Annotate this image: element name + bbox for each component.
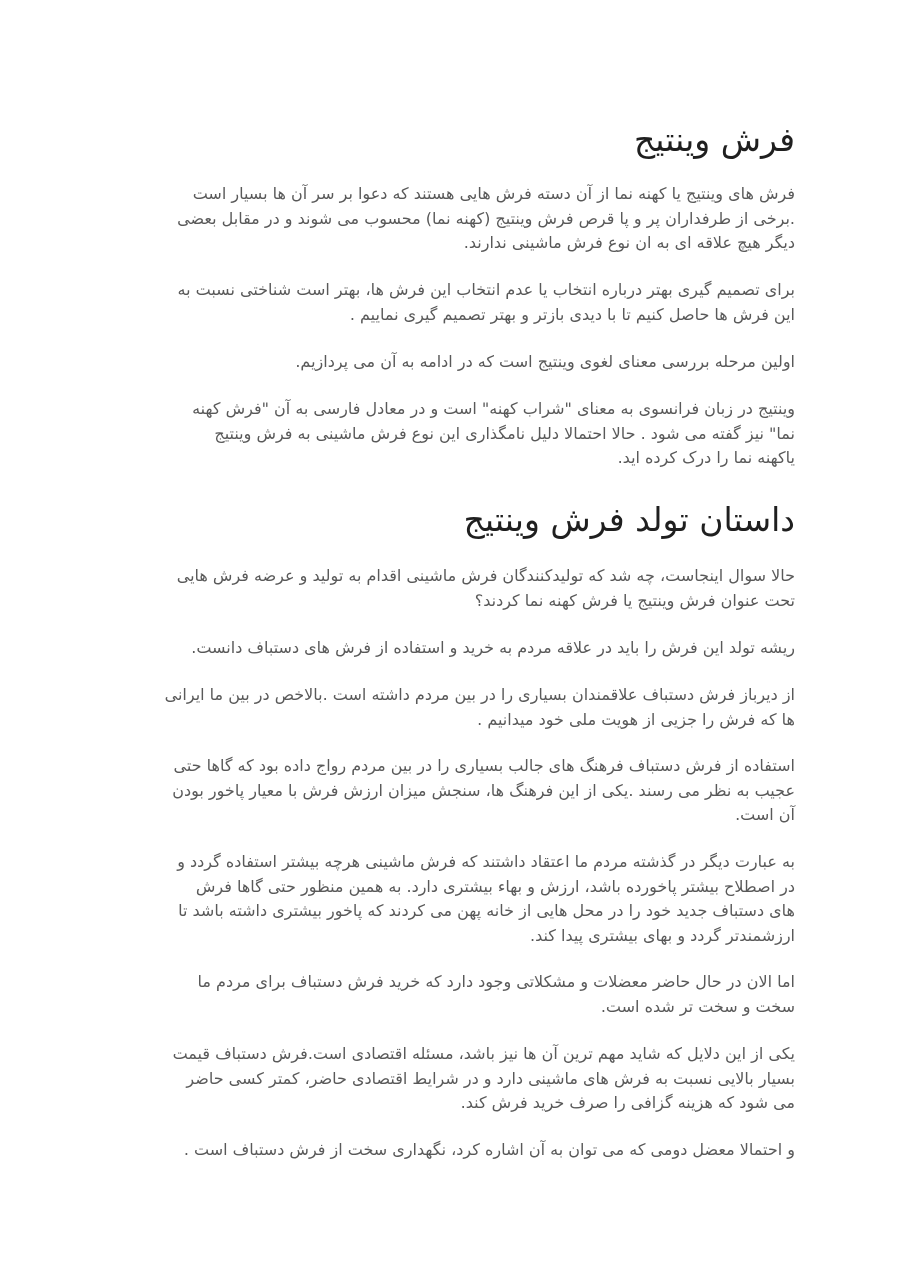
text-line: ارزشمندتر گردد و بهای بیشتری پیدا کند. — [529, 925, 795, 945]
text-line: نما" نیز گفته می شود . حالا احتمالا دلیل نامگذاری این نوع فرش ماشینی به فرش وینتیج — [214, 423, 795, 443]
text-line: دیگر هیچ علاقه ای به ان نوع فرش ماشینی ندارند. — [463, 233, 795, 252]
section-title: داستان تولد فرش وینتیج — [463, 500, 795, 539]
text-line: یاکهنه نما را درک کرده اید. — [617, 448, 795, 467]
text-line: در اصطلاح بیشتر پاخورده باشد، ارزش و بهاء بیشتری دارد. به همین منظور حتی گاها فرش — [195, 876, 795, 896]
paragraph — [100, 350, 795, 375]
text-line: .برخی از طرفداران پر و پا قرص فرش وینتیج (کهنه نما) محسوب می شوند و در مقابل بعضی — [177, 208, 795, 228]
text-line: می شود که هزینه گزافی را صرف خرید فرش کند. — [460, 1093, 795, 1112]
text-line: ریشه تولد این فرش را باید در علاقه مردم به خرید و استفاده از فرش های دستباف دانست. — [191, 638, 795, 657]
paragraph — [100, 636, 795, 661]
text-line: بسیار بالایی نسبت به فرش های ماشینی دارد و در شرایط اقتصادی حاضر، کمتر کسی حاضر — [186, 1068, 795, 1088]
text-line: فرش های وینتیج یا کهنه نما از آن دسته فرش هایی هستند که دعوا بر سر آن ها بسیار است — [192, 184, 795, 203]
text-line: وینتیج در زبان فرانسوی به معنای "شراب کهنه" است و در معادل فارسی به آن "فرش کهنه — [192, 399, 795, 418]
text-line: به عبارت دیگر در گذشته مردم ما اعتقاد داشتند که فرش ماشینی هرچه بیشتر استفاده گردد و — [177, 852, 795, 871]
text-line: اولین مرحله بررسی معنای لغوی وینتیج است که در ادامه به آن می پردازیم. — [295, 352, 795, 371]
paragraph — [100, 397, 795, 471]
paragraph — [100, 754, 795, 828]
section-title: فرش وینتیج — [633, 120, 795, 159]
text-line: و احتمالا معضل دومی که می توان به آن اشاره کرد، نگهداری سخت از فرش دستباف است . — [183, 1140, 795, 1159]
paragraph — [100, 1042, 795, 1116]
paragraph — [100, 683, 795, 732]
text-line: سخت و سخت تر شده است. — [600, 996, 795, 1016]
paragraph — [100, 1138, 795, 1163]
text-line: آن است. — [735, 805, 795, 824]
text-line: برای تصمیم گیری بهتر درباره انتخاب یا عدم انتخاب این فرش ها، بهتر است شناختی نسبت به — [177, 280, 795, 299]
text-line: تحت عنوان فرش وینتیج یا فرش کهنه نما کردند؟ — [474, 590, 795, 610]
text-line: های دستباف جدید خود را در محل هایی از خانه پهن می کردند که پاخور بیشتری داشته باشد تا — [178, 901, 795, 920]
text-line: یکی از این دلایل که شاید مهم ترین آن ها نیز باشد، مسئله اقتصادی است.فرش دستباف قیمت — [172, 1044, 795, 1063]
text-line: استفاده از فرش دستباف فرهنگ های جالب بسیاری را در بین مردم رواج داده بود که گاها حتی — [173, 756, 795, 775]
text-line: از دیرباز فرش دستباف علاقمندان بسیاری را در بین مردم داشته است .بالاخص در بین ما ایرانی — [164, 685, 795, 704]
paragraph — [100, 850, 795, 948]
text-line: اما الان در حال حاضر معضلات و مشکلاتی وجود دارد که خرید فرش دستباف برای مردم ما — [197, 972, 795, 991]
paragraph — [100, 970, 795, 1019]
paragraph — [100, 278, 795, 327]
paragraph — [100, 182, 795, 256]
text-line: این فرش ها حاصل کنیم تا با دیدی بازتر و بهتر تصمیم گیری نماییم . — [349, 304, 795, 324]
paragraph — [100, 564, 795, 613]
text-line: ها که فرش را جزیی از هویت ملی خود میدانیم . — [477, 709, 795, 729]
text-line: حالا سوال اینجاست، چه شد که تولیدکنندگان فرش ماشینی اقدام به تولید و عرضه فرش هایی — [176, 566, 795, 585]
text-line: عجیب به نظر می رسند .یکی از این فرهنگ ها، سنجش میزان ارزش فرش با معیار پاخور بودن — [172, 780, 795, 800]
